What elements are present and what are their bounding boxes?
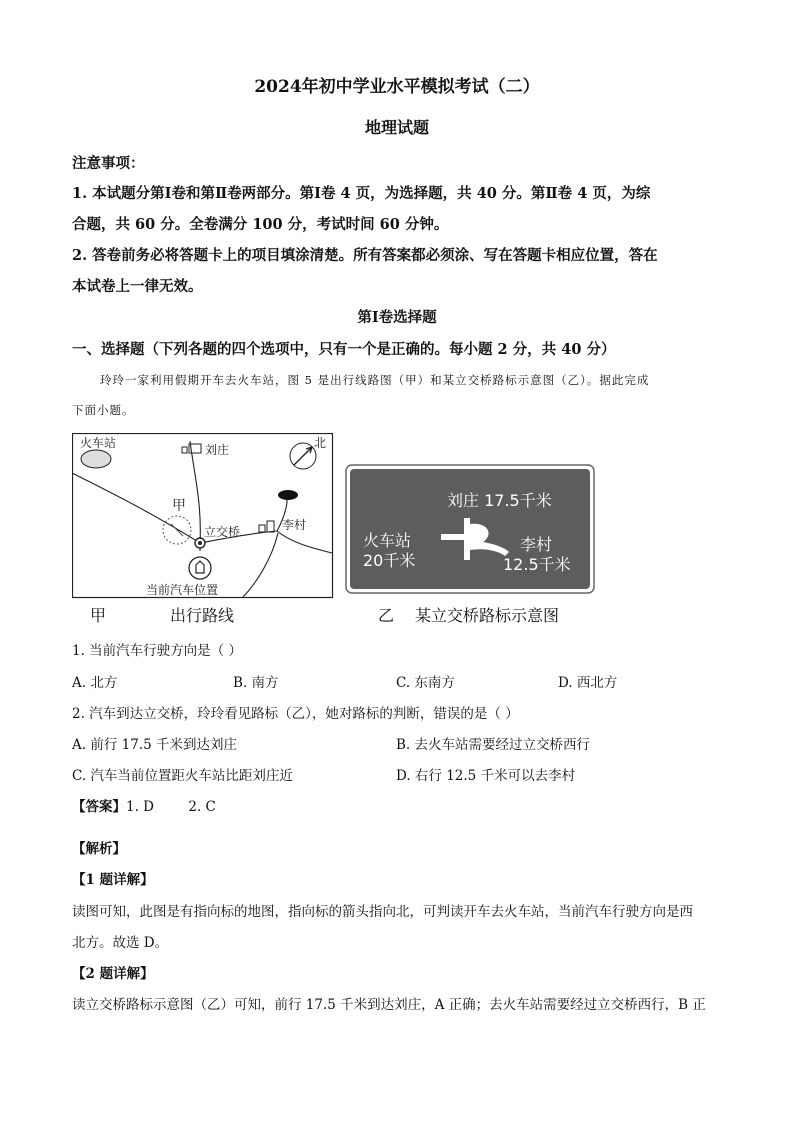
exam-subtitle: 地理试题 [364,118,429,137]
answer-row [72,795,216,815]
licun-label: 李村 [282,518,307,532]
sign-liuzhuang-text: 刘庄 17.5千米 [447,491,552,510]
question-2-stem: 2. 汽车到达立交桥，玲玲看见路标（乙），她对路标的判断，错误的是（ ） [72,706,519,722]
lake-icon [278,490,298,500]
notice-item-2-line-2: 本试卷上一律无效。 [72,278,203,295]
answer-tag: 【答案】 [72,799,126,815]
notice-heading: 注意事项： [72,155,145,172]
q1-detail-line-1: 读图可知，此图是有指向标的地图，指向标的箭头指向北，可判读开车去火车站，当前汽车行驶方向是西 [72,904,693,920]
caption-jia-label: 甲 [90,606,107,625]
question-2-option-d: D. 右行 12.5 千米可以去李村 [396,768,576,784]
jia-marker-label: 甲 [172,498,186,514]
current-position-label: 当前汽车位置 [146,583,219,597]
notice-item-2-line-1: 2. 答卷前务必将答题卡上的项目填涂清楚。所有答案都必须涂、写在答题卡相应位置，答在 [72,247,658,264]
q2-detail-tag: 【2 题详解】 [72,966,154,982]
question-1-option-c: C. 东南方 [396,675,455,691]
question-1-option-a: A. 北方 [72,675,118,691]
notice-item-1-line-1: 1. 本试题分第Ⅰ卷和第Ⅱ卷两部分。第Ⅰ卷 4 页，为选择题，共 40 分。第Ⅱ卷 4 页，为综 [72,185,651,202]
route-map-figure [72,433,334,599]
sign-licun-name: 李村 [520,535,553,554]
part-title: 一、选择题（下列各题的四个选项中，只有一个是正确的。每小题 2 分，共 40 分） [72,341,616,358]
north-label: 北 [314,436,327,450]
road-sign-figure [345,464,595,594]
q2-detail-line-1: 读立交桥路标示意图（乙）可知，前行 17.5 千米到达刘庄，A 正确；去火车站需要经过立交桥西行，B 正 [72,997,706,1013]
station-label: 火车站 [80,436,117,450]
overpass-label: 立交桥 [204,525,241,539]
volume-title: 第Ⅰ卷选择题 [357,309,437,326]
question-1-option-d: D. 西北方 [558,675,618,691]
sign-licun-distance: 12.5千米 [503,555,571,574]
liuzhuang-label: 刘庄 [205,443,230,457]
question-1-stem: 1. 当前汽车行驶方向是（ ） [72,643,242,659]
exam-title: 2024年初中学业水平模拟考试（二） [254,77,540,97]
caption-yi-text: 某立交桥路标示意图 [415,606,560,625]
q1-detail-tag: 【1 题详解】 [72,872,154,888]
caption-jia-text: 出行路线 [170,606,235,625]
analysis-tag: 【解析】 [72,841,126,857]
sign-station-distance: 20千米 [363,551,416,570]
answer-text: 1. D 2. C [126,799,216,815]
notice-item-1-line-2: 合题，共 60 分。全卷满分 100 分，考试时间 60 分钟。 [72,216,449,233]
station-icon [81,450,111,468]
question-1-option-b: B. 南方 [233,675,279,691]
sign-station-name: 火车站 [363,531,412,550]
intro-line-1: 玲玲一家利用假期开车去火车站，图 5 是出行线路图（甲）和某立交桥路标示意图（乙）。据此完成 [100,373,650,387]
intro-line-2: 下面小题。 [72,403,135,417]
question-2-option-c: C. 汽车当前位置距火车站比距刘庄近 [72,768,293,784]
caption-yi-label: 乙 [378,606,395,625]
question-2-option-a: A. 前行 17.5 千米到达刘庄 [72,737,237,753]
question-2-option-b: B. 去火车站需要经过立交桥西行 [396,737,591,753]
q1-detail-line-2: 北方。故选 D。 [72,935,169,951]
